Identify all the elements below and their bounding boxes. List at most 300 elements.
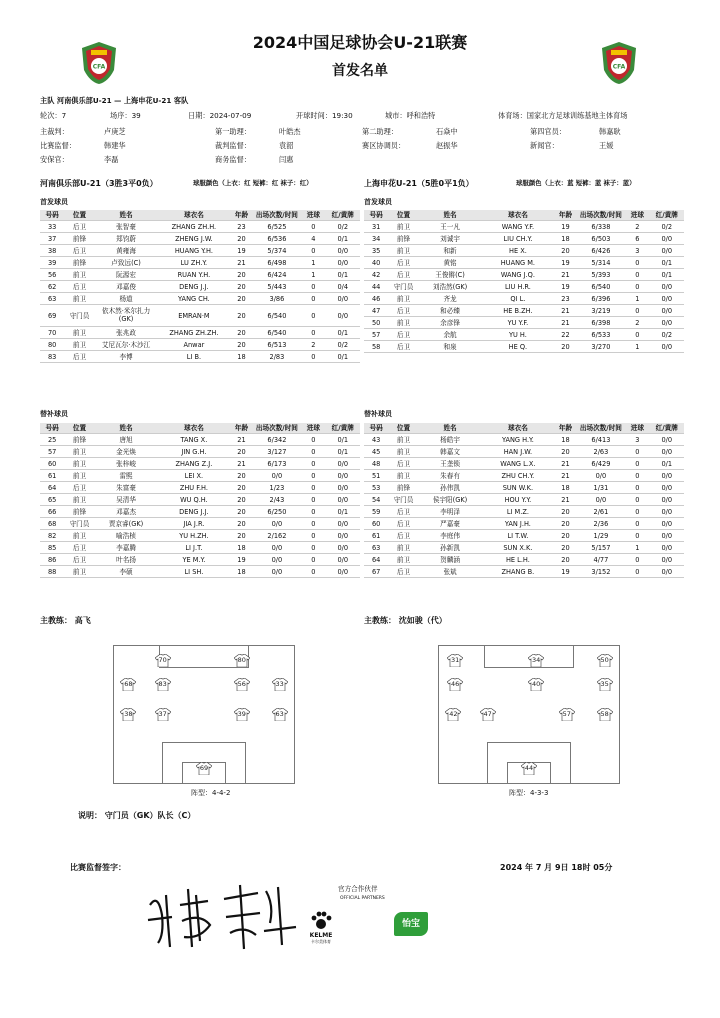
official-label: 裁判监督： [215,141,251,150]
table-cell: 后卫 [64,542,94,554]
shirt-number: 56 [237,680,246,688]
column-header: 球衣名 [481,210,554,221]
table-cell: 金光焕 [95,446,158,458]
table-cell: 0 [625,482,649,494]
table-cell: LI SH. [157,566,230,578]
official-label: 第一助理： [215,127,251,136]
table-cell: 黄雍海 [95,245,158,257]
away-starters-table [364,210,684,353]
table-cell: 0/2 [650,221,684,233]
table-cell: 0/0 [650,482,684,494]
table-cell: 23 [230,221,252,233]
table-cell: 前卫 [64,470,94,482]
official-label: 安保官： [40,155,69,164]
table-cell: 50 [364,317,388,329]
official-name: 韩建华 [104,141,126,150]
table-cell: 3/152 [577,566,626,578]
home-subs-table [40,423,360,578]
table-cell: 0 [625,494,649,506]
table-cell: 6/338 [577,221,626,233]
table-cell: 前锋 [388,233,418,245]
table-cell: 2/63 [577,446,626,458]
column-header: 球衣名 [157,423,230,434]
column-header: 年龄 [230,423,252,434]
table-cell: 0/0 [650,341,684,353]
table-cell: 35 [364,245,388,257]
table-row [364,233,684,245]
table-row [364,329,684,341]
table-cell: YANG H.Y. [481,434,554,446]
table-row [364,245,684,257]
table-cell: 朱春有 [419,470,482,482]
table-cell: 6 [625,233,649,245]
table-cell: 0 [301,554,325,566]
table-cell: 0 [301,518,325,530]
table-cell: 0 [625,269,649,281]
table-cell: 唐旭 [95,434,158,446]
table-row [40,281,360,293]
table-cell: 守门员 [64,518,94,530]
player-shirt [521,762,537,775]
column-header: 出场次数/时间 [253,210,302,221]
table-cell: 69 [40,305,64,327]
player-shirt [597,654,613,667]
table-cell: 63 [364,542,388,554]
table-row [364,482,684,494]
table-cell: 1 [625,293,649,305]
table-cell: 前卫 [388,470,418,482]
column-header: 红/黄牌 [650,423,684,434]
table-cell: 0 [301,281,325,293]
table-cell: 0 [625,470,649,482]
table-cell: 后卫 [64,221,94,233]
table-cell: 后卫 [388,341,418,353]
table-cell: 孙伟凯 [419,482,482,494]
table-cell: 20 [230,482,252,494]
player-shirt [155,654,171,667]
column-header: 姓名 [95,423,158,434]
table-cell: 20 [230,233,252,245]
official-name: 叶皓杰 [279,127,301,136]
table-cell: 0/0 [326,293,360,305]
column-header: 进球 [625,210,649,221]
table-cell: EMRAN·M [157,305,230,327]
table-cell: 38 [40,245,64,257]
home-kit: 球服颜色（上衣：红 短裤：红 袜子：红） [193,179,313,187]
table-cell: 0/0 [253,470,302,482]
table-row [40,269,360,281]
shirt-number: 34 [532,656,541,664]
table-row [364,317,684,329]
table-cell: 孙新凯 [419,542,482,554]
official-label: 主裁判： [40,127,69,136]
table-cell: 前卫 [388,446,418,458]
table-cell: 0/0 [326,245,360,257]
table-cell: 后卫 [388,257,418,269]
column-header: 号码 [364,210,388,221]
table-cell: 杨皓宇 [419,434,482,446]
table-cell: 63 [40,293,64,305]
table-cell: 0 [301,446,325,458]
table-row [364,542,684,554]
table-cell: 45 [364,446,388,458]
column-header: 姓名 [95,210,158,221]
table-cell: 62 [40,281,64,293]
table-cell: 59 [364,506,388,518]
shirt-number: 33 [275,680,284,688]
column-header: 球衣名 [157,210,230,221]
table-cell: 守门员 [64,305,94,327]
table-cell: 1/29 [577,530,626,542]
table-cell: 20 [230,327,252,339]
home-subs-label: 替补球员 [40,410,68,418]
table-row [40,257,360,269]
table-cell: 0/1 [650,257,684,269]
official-label: 新闻官： [530,141,559,150]
column-header: 红/黄牌 [650,210,684,221]
table-cell: WU Q.H. [157,494,230,506]
table-cell: 2/162 [253,530,302,542]
table-cell: 前卫 [388,245,418,257]
table-row [364,494,684,506]
table-cell: YANG CH. [157,293,230,305]
shirt-number: 57 [562,710,571,718]
legend-note: 说明： 守门员（GK）队长（C） [78,811,196,820]
table-cell: 20 [554,518,576,530]
table-cell: 0/0 [326,518,360,530]
table-cell: 前卫 [64,327,94,339]
player-shirt [272,708,288,721]
table-cell: 前卫 [64,446,94,458]
table-cell: 21 [230,458,252,470]
official-name: 赵振华 [436,141,458,150]
table-cell: 0/4 [326,281,360,293]
table-cell: 1 [301,257,325,269]
table-cell: 0/0 [253,542,302,554]
table-cell: 19 [554,566,576,578]
shirt-number: 63 [275,710,284,718]
table-cell: 杨道 [95,293,158,305]
table-cell: 侯宇阳(GK) [419,494,482,506]
table-row [40,245,360,257]
home-team-name: 河南俱乐部U-21（3胜3平0负） [40,179,158,188]
table-cell: ZHANG Z.J. [157,458,230,470]
table-cell: HE Q. [481,341,554,353]
official-label: 赛区协调员： [362,141,406,150]
table-cell: HUANG M. [481,257,554,269]
shirt-number: 31 [451,656,460,664]
shirt-number: 50 [600,656,609,664]
table-cell: 6/424 [253,269,302,281]
table-cell: 0/0 [577,470,626,482]
table-cell: 6/426 [577,245,626,257]
table-row [40,305,360,327]
table-cell: 21 [230,257,252,269]
table-row [364,446,684,458]
table-cell: 58 [364,341,388,353]
table-cell: 85 [40,542,64,554]
table-cell: 后卫 [388,506,418,518]
table-cell: 0/0 [326,566,360,578]
table-cell: JIA J.R. [157,518,230,530]
table-cell: 3/270 [577,341,626,353]
table-cell: 60 [40,458,64,470]
table-cell: 李嘉腾 [95,542,158,554]
table-cell: 3/127 [253,446,302,458]
table-cell: 23 [554,293,576,305]
table-cell: ZHANG ZH.H. [157,221,230,233]
table-cell: 0 [301,566,325,578]
table-row [40,446,360,458]
shirt-number: 35 [600,680,609,688]
away-subs-table [364,423,684,578]
table-cell: 0/0 [326,530,360,542]
player-shirt [155,708,171,721]
table-cell: 0/0 [326,554,360,566]
table-cell: RUAN Y.H. [157,269,230,281]
kelme-subtext: 卡尔美体育 [311,939,331,944]
shirt-number: 80 [237,656,246,664]
signature-datetime: 2024 年 7 月 9日 18时 05分 [500,863,613,872]
official-name: 王媛 [599,141,614,150]
table-cell: 前卫 [388,317,418,329]
player-shirt [120,708,136,721]
table-row [40,518,360,530]
table-cell: 王一凡 [419,221,482,233]
table-cell: 20 [230,506,252,518]
table-cell: 5/374 [253,245,302,257]
table-row [364,506,684,518]
table-cell: 黄铭 [419,257,482,269]
table-header-row [40,210,360,221]
shirt-number: 42 [449,710,458,718]
table-cell: 1 [625,542,649,554]
table-header-row [40,423,360,434]
shirt-number: 46 [451,680,460,688]
table-cell: 后卫 [388,518,418,530]
table-cell: 19 [554,257,576,269]
table-cell: 6/540 [253,327,302,339]
table-cell: 0/1 [326,506,360,518]
table-cell: 22 [554,329,576,341]
table-cell: 前卫 [64,269,94,281]
table-cell: 20 [230,446,252,458]
official-name: 卢庚芝 [104,127,126,136]
table-cell: 18 [554,434,576,446]
table-cell: 18 [230,351,252,363]
table-cell: 19 [554,281,576,293]
table-row [364,293,684,305]
table-cell: YU H.ZH. [157,530,230,542]
table-cell: 3/219 [577,305,626,317]
table-cell: 郑钧蔚 [95,233,158,245]
table-cell: 39 [40,257,64,269]
shirt-number: 83 [158,680,167,688]
table-row [364,269,684,281]
column-header: 年龄 [554,210,576,221]
table-cell: 70 [40,327,64,339]
table-row [40,530,360,542]
column-header: 出场次数/时间 [253,423,302,434]
table-row [364,257,684,269]
table-cell: 张兆政 [95,327,158,339]
svg-text:CFA: CFA [92,63,106,71]
table-cell: 6/429 [577,458,626,470]
table-cell: HE L.H. [481,554,554,566]
table-cell: 余航 [419,329,482,341]
table-cell: 0/0 [650,434,684,446]
official-name: 李磊 [104,155,119,164]
table-cell: 0/2 [326,339,360,351]
table-cell: 60 [364,518,388,530]
table-row [40,494,360,506]
table-cell: 54 [364,494,388,506]
away-formation-label: 阵型：4-3-3 [509,789,549,797]
table-cell: 后卫 [388,566,418,578]
table-cell: 80 [40,339,64,351]
official-label: 第二助理： [362,127,398,136]
table-cell: 0/0 [650,293,684,305]
table-cell: LI J.T. [157,542,230,554]
partners-label-en: OFFICIAL PARTNERS [340,896,385,901]
player-shirt [528,654,544,667]
table-cell: 后卫 [64,351,94,363]
venue: 体育场：国家北方足球训练基地主体育场 [498,111,628,120]
official-label: 比赛监督： [40,141,76,150]
table-row [364,281,684,293]
table-cell: 后卫 [64,281,94,293]
table-cell: 6/533 [577,329,626,341]
table-cell: LI B. [157,351,230,363]
table-cell: 20 [230,305,252,327]
table-cell: 0/1 [326,351,360,363]
table-cell: 前卫 [64,494,94,506]
column-header: 球衣名 [481,423,554,434]
table-cell: 42 [364,269,388,281]
table-cell: 20 [230,339,252,351]
table-cell: 0 [625,506,649,518]
table-row [40,458,360,470]
table-cell: 0/0 [253,566,302,578]
table-cell: 后卫 [64,482,94,494]
table-cell: 前卫 [388,221,418,233]
table-cell: 19 [230,245,252,257]
table-cell: 1/31 [577,482,626,494]
table-cell: 6/413 [577,434,626,446]
shirt-number: 44 [524,764,534,772]
table-cell: 前卫 [64,458,94,470]
table-cell: 2 [625,221,649,233]
table-cell: HUANG Y.H. [157,245,230,257]
table-cell: 张斌 [419,566,482,578]
table-cell: 李明泽 [419,506,482,518]
table-cell: 0/0 [326,305,360,327]
table-cell: DENG J.J. [157,281,230,293]
table-cell: 刘诚宇 [419,233,482,245]
table-cell: 86 [40,554,64,566]
column-header: 红/黄牌 [326,423,360,434]
player-shirt [528,678,544,691]
table-cell: WANG L.X. [481,458,554,470]
table-cell: 李博 [95,351,158,363]
table-cell: 6/503 [577,233,626,245]
table-cell: 0 [301,293,325,305]
table-cell: 后卫 [64,245,94,257]
player-shirt [234,678,250,691]
table-cell: 0 [301,327,325,339]
table-cell: 21 [230,434,252,446]
table-cell: 25 [40,434,64,446]
table-cell: 和新 [419,245,482,257]
table-cell: SUN W.K. [481,482,554,494]
table-cell: 20 [554,506,576,518]
table-cell: 0 [301,305,325,327]
home-formation-label: 阵型：4-4-2 [191,789,231,797]
city: 城市：呼和浩特 [385,111,436,120]
table-cell: DENG J.J. [157,506,230,518]
table-cell: 和必臻 [419,305,482,317]
table-cell: 46 [364,293,388,305]
table-row [364,221,684,233]
table-cell: 前卫 [64,293,94,305]
partners-label: 官方合作伙伴 [338,885,378,893]
home-starters-table [40,210,360,363]
shirt-number: 70 [158,656,167,664]
table-cell: HAN J.W. [481,446,554,458]
shirt-number: 68 [124,680,133,688]
column-header: 进球 [301,210,325,221]
table-cell: SUN X.K. [481,542,554,554]
table-cell: ZHENG J.W. [157,233,230,245]
table-cell: 后卫 [64,554,94,566]
table-cell: 20 [230,281,252,293]
table-cell: 57 [364,329,388,341]
table-cell: 邓嘉俊 [95,281,158,293]
table-cell: 0/2 [326,221,360,233]
table-cell: 0/0 [326,542,360,554]
yili-logo: 怡宝 [394,912,428,936]
table-cell: 0/0 [650,305,684,317]
table-cell: LU ZH.Y. [157,257,230,269]
player-shirt [597,678,613,691]
table-cell: HE X. [481,245,554,257]
table-row [364,554,684,566]
table-cell: 64 [364,554,388,566]
table-cell: 0/0 [650,470,684,482]
player-shirt [480,708,496,721]
table-cell: 4/77 [577,554,626,566]
table-cell: 3 [625,434,649,446]
table-cell: 6/398 [577,317,626,329]
table-cell: 前锋 [388,482,418,494]
table-cell: 2/83 [253,351,302,363]
table-cell: 0/1 [326,327,360,339]
table-cell: 61 [364,530,388,542]
table-cell: 0/1 [650,458,684,470]
table-cell: 0 [301,351,325,363]
table-cell: 0 [301,434,325,446]
player-shirt [445,708,461,721]
table-cell: 21 [554,317,576,329]
table-cell: 21 [554,470,576,482]
table-cell: WANG J.Q. [481,269,554,281]
table-cell: 88 [40,566,64,578]
table-cell: 5/393 [577,269,626,281]
shirt-number: 37 [158,710,167,718]
table-cell: 0 [301,470,325,482]
table-cell: 0 [301,245,325,257]
table-cell: 0/0 [326,470,360,482]
